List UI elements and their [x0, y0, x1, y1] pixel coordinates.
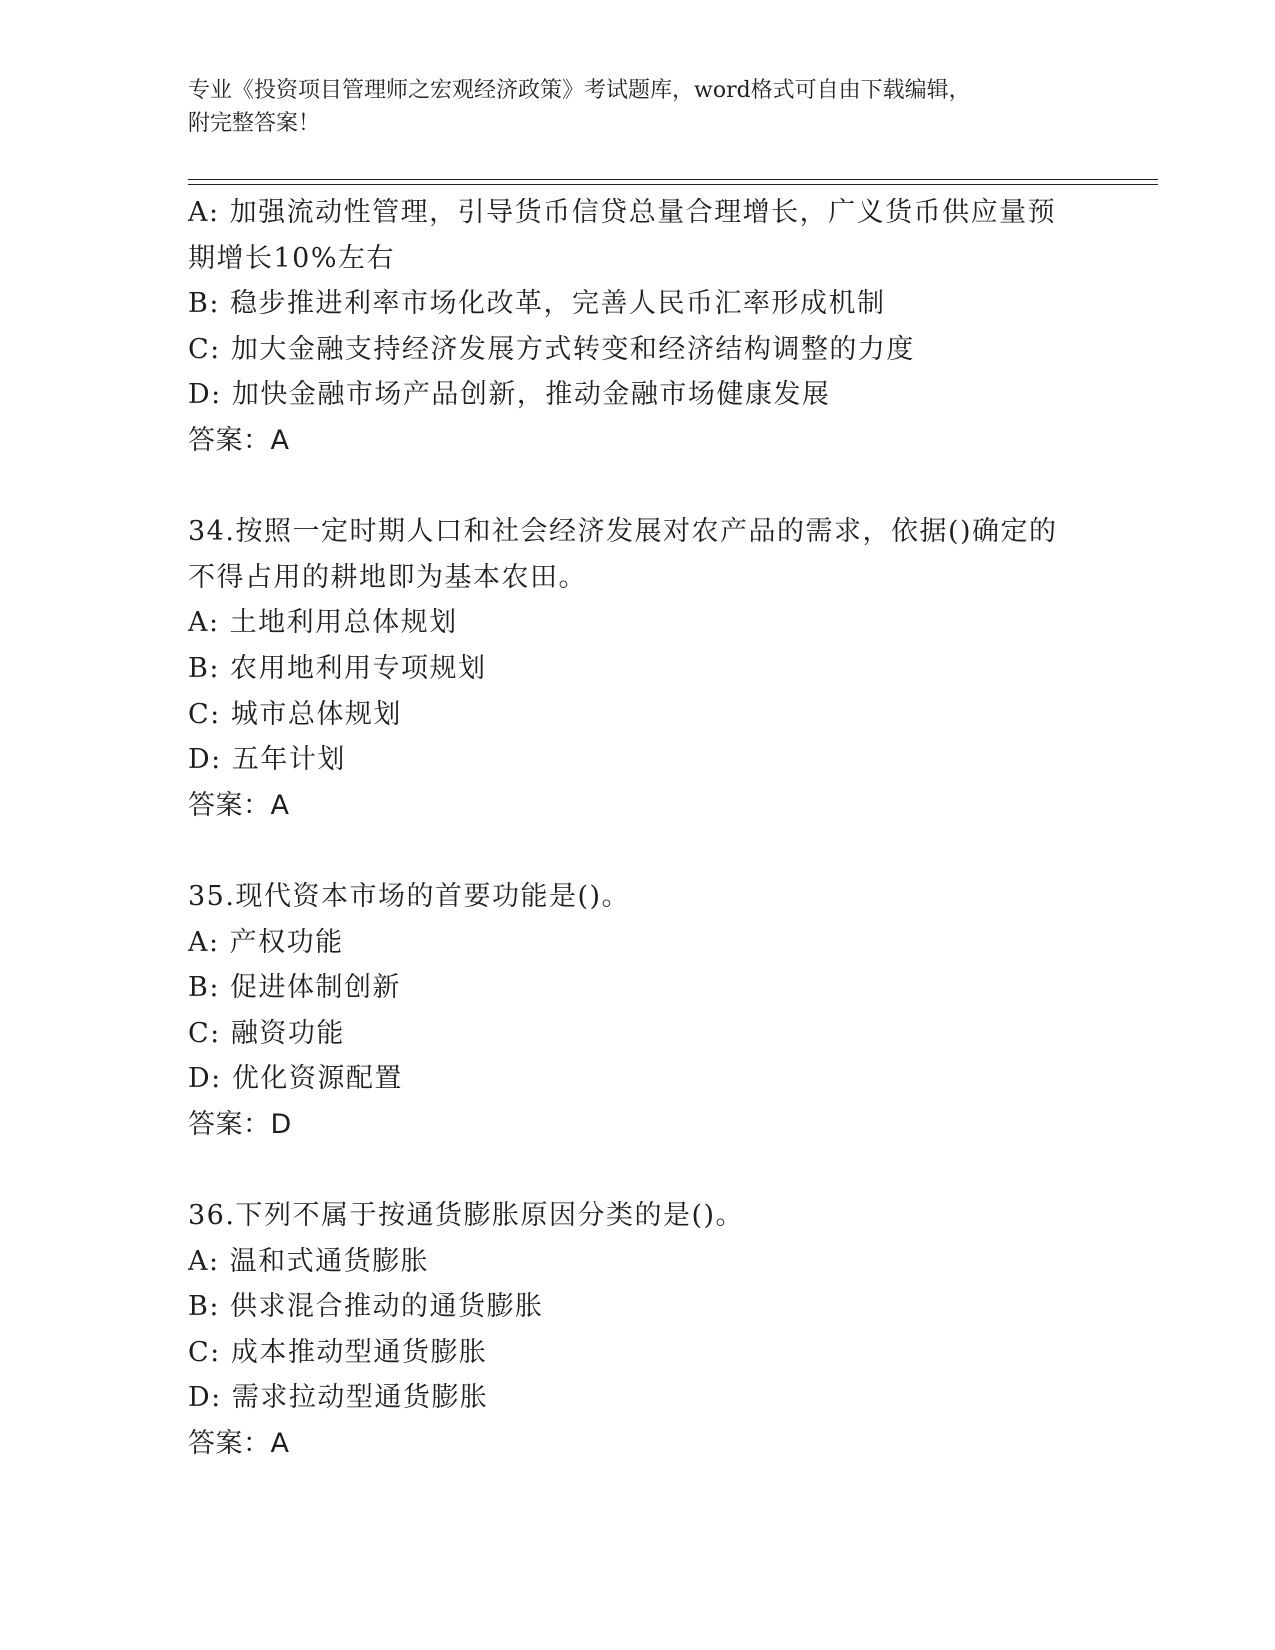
- option-a-line-1: A: 加强流动性管理，引导货币信贷总量合理增长，广义货币供应量预: [188, 197, 1057, 228]
- option-a-line-2: 期增长10%左右: [188, 242, 396, 274]
- option-b: B: 供求混合推动的通货膨胀: [188, 1291, 544, 1323]
- question-36: [188, 1193, 1148, 1467]
- option-a: A: 土地利用总体规划: [188, 607, 458, 639]
- option-a: A: 产权功能: [188, 926, 344, 958]
- header-divider-bottom: [188, 184, 1158, 185]
- question-stem: 35.现代资本市场的首要功能是()。: [188, 880, 631, 912]
- option-c: C: 加大金融支持经济发展方式转变和经济结构调整的力度: [188, 333, 915, 365]
- spacer: [188, 1147, 1148, 1193]
- option-d: D: 加快金融市场产品创新，推动金融市场健康发展: [188, 379, 831, 411]
- question-34: [188, 509, 1148, 828]
- spacer: [188, 464, 1148, 510]
- question-35: [188, 874, 1148, 1148]
- answer: 答案：A: [188, 424, 290, 456]
- option-c: C: 成本推动型通货膨胀: [188, 1336, 488, 1368]
- spacer: [188, 828, 1148, 874]
- option-d: D: 需求拉动型通货膨胀: [188, 1382, 489, 1414]
- question-33: [188, 190, 1148, 464]
- header-line-2: 附完整答案！: [188, 111, 321, 136]
- answer: 答案：A: [188, 1428, 290, 1460]
- option-b: B: 稳步推进利率市场化改革，完善人民币汇率形成机制: [188, 288, 886, 320]
- option-d: D: 优化资源配置: [188, 1063, 403, 1095]
- option-b: B: 农用地利用专项规划: [188, 652, 487, 684]
- document-header: [188, 74, 1088, 140]
- answer: 答案：A: [188, 789, 290, 821]
- option-d: D: 五年计划: [188, 744, 346, 776]
- option-c: C: 城市总体规划: [188, 698, 402, 730]
- option-b: B: 促进体制创新: [188, 972, 402, 1004]
- question-list: [188, 190, 1148, 1467]
- answer: 答案：D: [188, 1108, 292, 1140]
- option-c: C: 融资功能: [188, 1017, 345, 1049]
- header-line-1: 专业《投资项目管理师之宏观经济政策》考试题库，word格式可自由下载编辑，: [188, 78, 971, 103]
- question-stem-line-1: 34.按照一定时期人口和社会经济发展对农产品的需求，依据()确定的: [188, 516, 1058, 548]
- option-a: A: 温和式通货膨胀: [188, 1245, 430, 1277]
- header-divider-top: [188, 179, 1158, 180]
- question-stem: 36.下列不属于按通货膨胀原因分类的是()。: [188, 1200, 745, 1232]
- question-stem-line-2: 不得占用的耕地即为基本农田。: [188, 561, 587, 593]
